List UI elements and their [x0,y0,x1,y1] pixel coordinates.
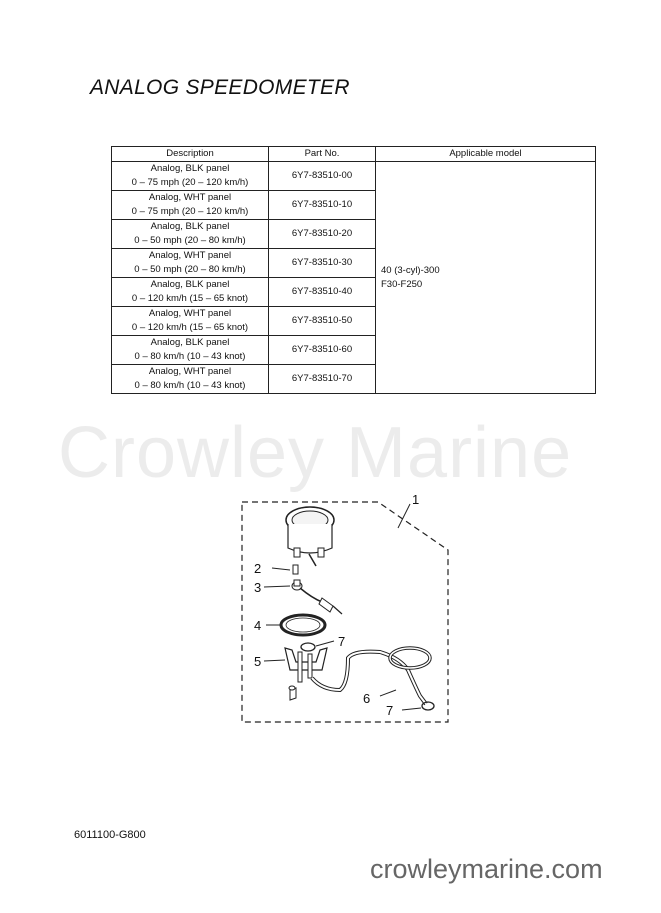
description-line1: Analog, BLK panel [150,279,230,290]
callout-3: 3 [254,580,262,595]
model-line2: F30-F250 [381,278,423,290]
part-number-cell: 6Y7-83510-50 [269,307,376,336]
description-cell [112,307,269,336]
description-line2: 0 – 75 mph (20 – 120 km/h) [131,206,249,217]
page-title: ANALOG SPEEDOMETER [90,76,350,99]
callout-7-upper: 7 [338,634,346,649]
pickup-connector [292,580,342,614]
description-line1: Analog, WHT panel [148,250,232,261]
callout-5: 5 [254,654,262,669]
model-line1: 40 (3-cyl)-300 [381,264,440,276]
description-line1: Analog, BLK panel [150,163,230,174]
applicable-model-cell [376,162,596,394]
header-description: Description [112,147,269,162]
part-number-cell: 6Y7-83510-00 [269,162,376,191]
hose-clip-lower [422,702,434,710]
watermark: Crowley Marine [58,413,573,493]
hose-clip-upper [301,643,315,651]
part-number-cell: 6Y7-83510-30 [269,249,376,278]
part-number-cell: 6Y7-83510-70 [269,365,376,394]
description-cell [112,220,269,249]
callout-4: 4 [254,618,262,633]
part-number-cell: 6Y7-83510-40 [269,278,376,307]
speedometer-parts-diagram [230,490,460,735]
part-number-cell: 6Y7-83510-60 [269,336,376,365]
pitot-hose [312,648,430,704]
table-row [112,162,596,191]
washer [289,686,295,690]
callout-6: 6 [363,691,371,706]
description-line1: Analog, BLK panel [150,337,230,348]
description-line2: 0 – 50 mph (20 – 80 km/h) [134,264,246,275]
description-cell [112,336,269,365]
description-line2: 0 – 120 km/h (15 – 65 knot) [131,322,249,333]
callout-2: 2 [254,561,262,576]
part-number-cell: 6Y7-83510-20 [269,220,376,249]
table-header-row [112,147,596,162]
speedometer-gauge [286,507,334,566]
description-line1: Analog, BLK panel [150,221,230,232]
callout-7-lower: 7 [386,703,394,718]
description-cell [112,191,269,220]
description-cell [112,249,269,278]
site-watermark: crowleymarine.com [370,854,603,884]
callout-1: 1 [412,492,420,507]
description-line2: 0 – 80 km/h (10 – 43 knot) [134,380,246,391]
description-cell [112,162,269,191]
mounting-bracket [285,648,327,682]
description-cell [112,278,269,307]
parts-table [111,146,596,394]
description-line1: Analog, WHT panel [148,366,232,377]
description-line2: 0 – 80 km/h (10 – 43 knot) [134,351,246,362]
description-line2: 0 – 50 mph (20 – 80 km/h) [134,235,246,246]
grommet [293,565,298,574]
description-line1: Analog, WHT panel [148,308,232,319]
description-cell [112,365,269,394]
description-line1: Analog, WHT panel [148,192,232,203]
description-line2: 0 – 120 km/h (15 – 65 knot) [131,293,249,304]
diagram-code: 6011100-G800 [74,829,146,841]
part-number-cell: 6Y7-83510-10 [269,191,376,220]
header-applicable-model: Applicable model [376,147,596,162]
description-line2: 0 – 75 mph (20 – 120 km/h) [131,177,249,188]
header-part-no: Part No. [269,147,376,162]
